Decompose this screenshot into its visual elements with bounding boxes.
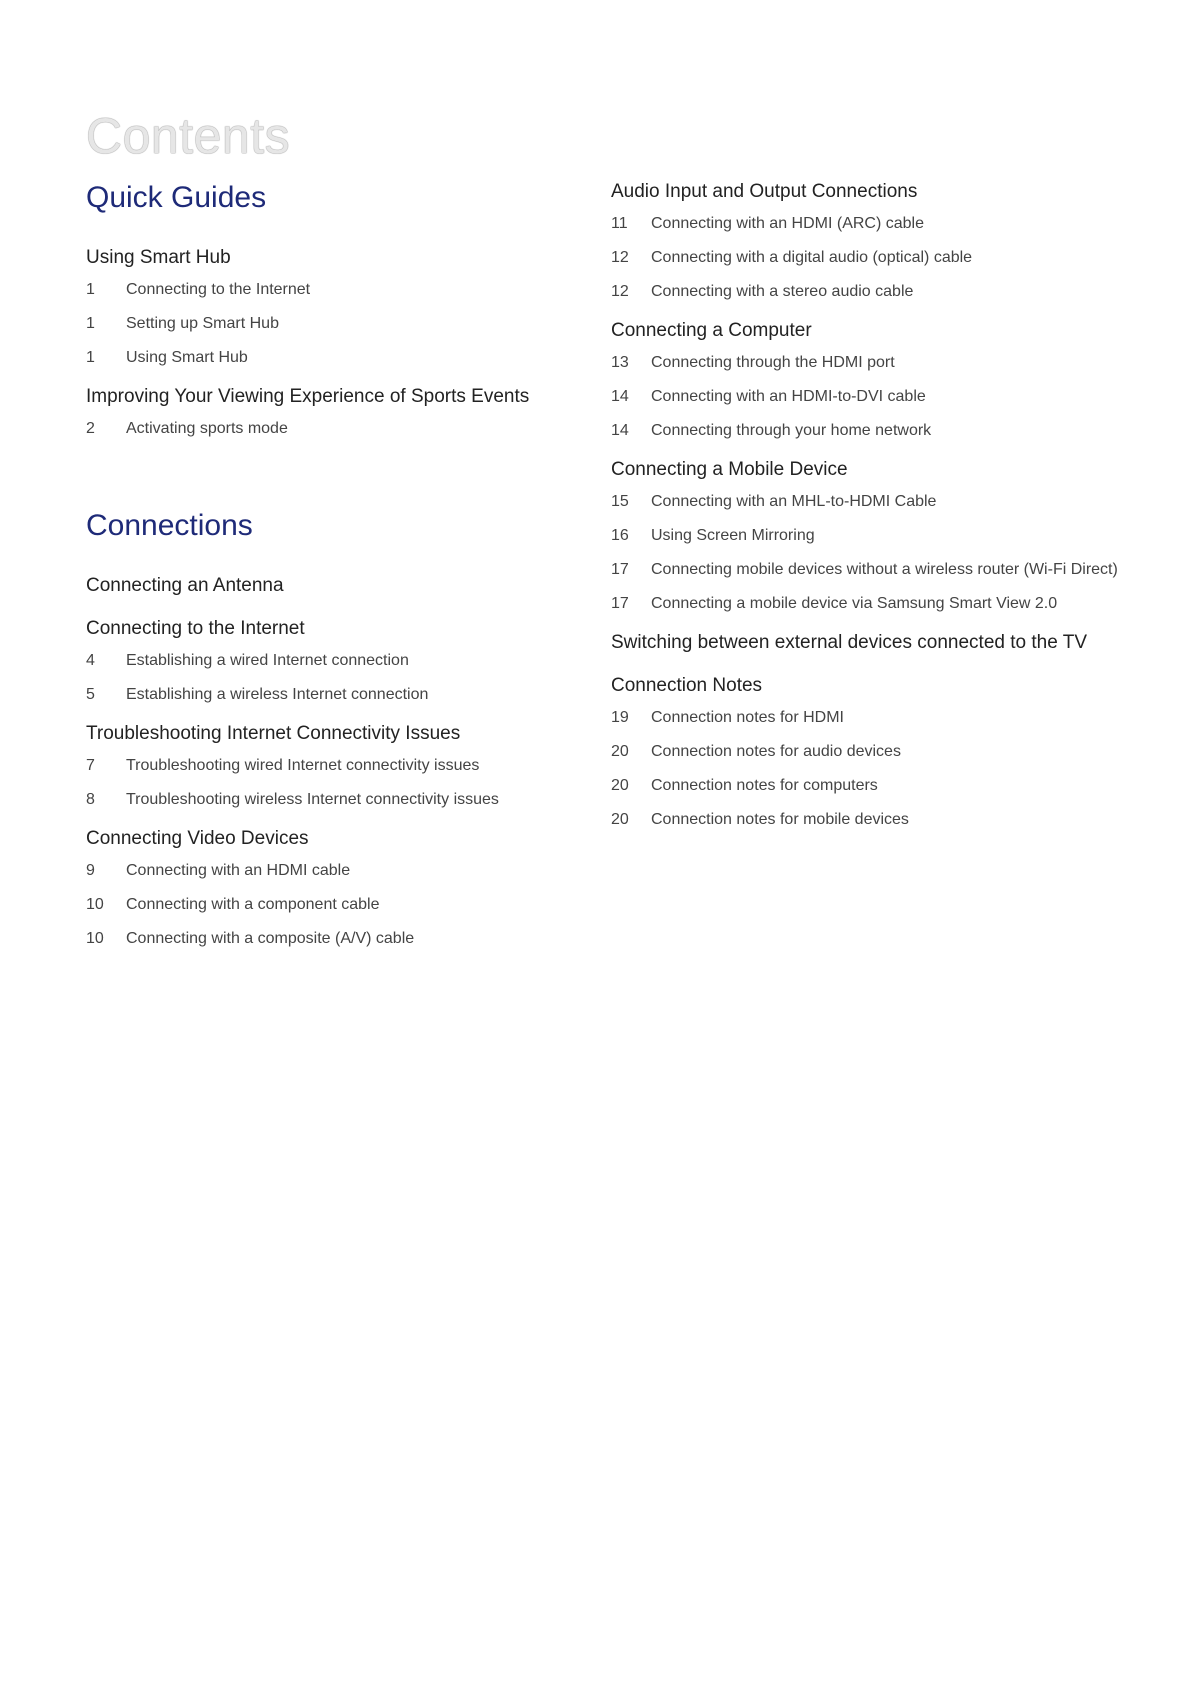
toc-entry[interactable] [611,420,1131,442]
entry-text: Establishing a wired Internet connection [126,652,409,669]
section-heading[interactable]: Connecting to the Internet [86,618,305,639]
toc-entry[interactable] [86,279,586,301]
toc-entry[interactable] [611,741,1131,763]
section-heading[interactable]: Connecting Video Devices [86,828,309,849]
page-number: 11 [611,215,628,232]
page-number: 1 [86,315,95,332]
page-number: 12 [611,283,629,300]
section-spacer [86,452,586,456]
entry-text: Connecting with an MHL-to-HDMI Cable [651,493,937,510]
section-heading[interactable]: Troubleshooting Internet Connectivity Issues [86,723,461,744]
toc-section [86,617,586,722]
entry-text: Using Screen Mirroring [651,527,815,544]
entry-text: Connecting with a component cable [126,896,380,913]
toc-entry[interactable] [86,418,586,440]
toc-entry[interactable] [86,650,586,672]
toc-section [611,180,1131,319]
section-heading[interactable]: Connection Notes [611,675,763,696]
page-number: 14 [611,422,629,439]
section-spacer [611,664,1131,674]
entry-text: Connection notes for mobile devices [651,811,909,828]
toc-entry[interactable] [611,247,1131,269]
toc-section [86,574,586,617]
section-heading[interactable]: Connecting a Computer [611,320,812,341]
entry-text: Connecting through the HDMI port [651,354,895,371]
toc-section [86,246,586,385]
entry-text: Establishing a wireless Internet connection [126,686,429,703]
entry-text: Connecting with a stereo audio cable [651,283,914,300]
toc-section [611,458,1131,631]
page-number: 2 [86,420,95,437]
toc-section [86,722,586,827]
page-number: 19 [611,709,629,726]
section-heading[interactable]: Using Smart Hub [86,247,231,268]
entry-text: Connecting with a digital audio (optical) cable [651,249,973,266]
quick-guides-heading: Quick Guides [86,181,267,214]
toc-entry[interactable] [611,281,1131,303]
entry-text: Activating sports mode [126,420,288,437]
page-number: 5 [86,686,95,703]
toc-entry[interactable] [611,352,1131,374]
toc-entry[interactable] [86,894,586,916]
toc-entry[interactable] [86,684,586,706]
entry-text: Connecting a mobile device via Samsung Smart View 2.0 [651,595,1058,612]
section-heading[interactable]: Connecting an Antenna [86,575,284,596]
toc-entry[interactable] [86,755,586,777]
page-number: 13 [611,354,629,371]
toc-entry[interactable] [86,313,586,335]
page-number: 15 [611,493,629,510]
toc-entry[interactable] [86,928,586,950]
page-number: 17 [611,595,629,612]
entry-text: Connection notes for computers [651,777,878,794]
left-column [86,180,586,966]
section-spacer [86,607,586,617]
toc-entry[interactable] [86,789,586,811]
entry-text: Connecting with an HDMI (ARC) cable [651,215,924,232]
toc-section [611,631,1131,674]
toc-entry[interactable] [611,213,1131,235]
toc-entry[interactable] [611,386,1131,408]
right-sections [611,180,1131,847]
connections-sections [86,574,586,966]
entry-text: Connecting with an HDMI-to-DVI cable [651,388,926,405]
page-number: 20 [611,777,629,794]
toc-section [611,319,1131,458]
toc-entry[interactable] [611,491,1131,513]
entry-text: Connection notes for audio devices [651,743,901,760]
entry-text: Connecting with an HDMI cable [126,862,351,879]
toc-entry[interactable] [611,775,1131,797]
toc-entry[interactable] [611,707,1131,729]
entry-text: Connecting mobile devices without a wireless router (Wi-Fi Direct) [651,561,1118,578]
page-number: 4 [86,652,95,669]
toc-section [611,674,1131,847]
page-number: 17 [611,561,629,578]
section-spacer [86,962,586,966]
entry-text: Connection notes for HDMI [651,709,844,726]
entry-text: Troubleshooting wireless Internet connectivity issues [126,791,499,808]
entry-text: Connecting to the Internet [126,281,311,298]
toc-section [86,385,586,456]
section-heading[interactable]: Improving Your Viewing Experience of Sports Events [86,386,530,407]
section-heading[interactable]: Audio Input and Output Connections [611,181,918,202]
quick-guides-sections [86,246,586,456]
entry-text: Troubleshooting wired Internet connectivity issues [126,757,480,774]
page-number: 16 [611,527,629,544]
section-spacer [611,843,1131,847]
entry-text: Connecting with a composite (A/V) cable [126,930,415,947]
toc-entry[interactable] [86,860,586,882]
page-number: 7 [86,757,95,774]
page-number: 10 [86,896,104,913]
toc-entry[interactable] [611,809,1131,831]
entry-text: Using Smart Hub [126,349,248,366]
page-number: 1 [86,349,95,366]
page-number: 20 [611,811,629,828]
entry-text: Setting up Smart Hub [126,315,279,332]
toc-section [86,827,586,966]
page-number: 10 [86,930,104,947]
right-column [611,180,1131,847]
toc-entry[interactable] [86,347,586,369]
page-number: 1 [86,281,95,298]
page-number: 14 [611,388,629,405]
toc-entry[interactable] [611,593,1131,615]
section-heading[interactable]: Connecting a Mobile Device [611,459,848,480]
page-number: 9 [86,862,95,879]
page-number: 8 [86,791,95,808]
section-heading[interactable]: Switching between external devices connected to the TV [611,632,1087,653]
toc-entry[interactable] [611,525,1131,547]
page-title: Contents [86,107,291,164]
toc-entry[interactable] [611,559,1131,581]
page-number: 12 [611,249,629,266]
entry-text: Connecting through your home network [651,422,932,439]
page-number: 20 [611,743,629,760]
connections-heading: Connections [86,509,253,542]
